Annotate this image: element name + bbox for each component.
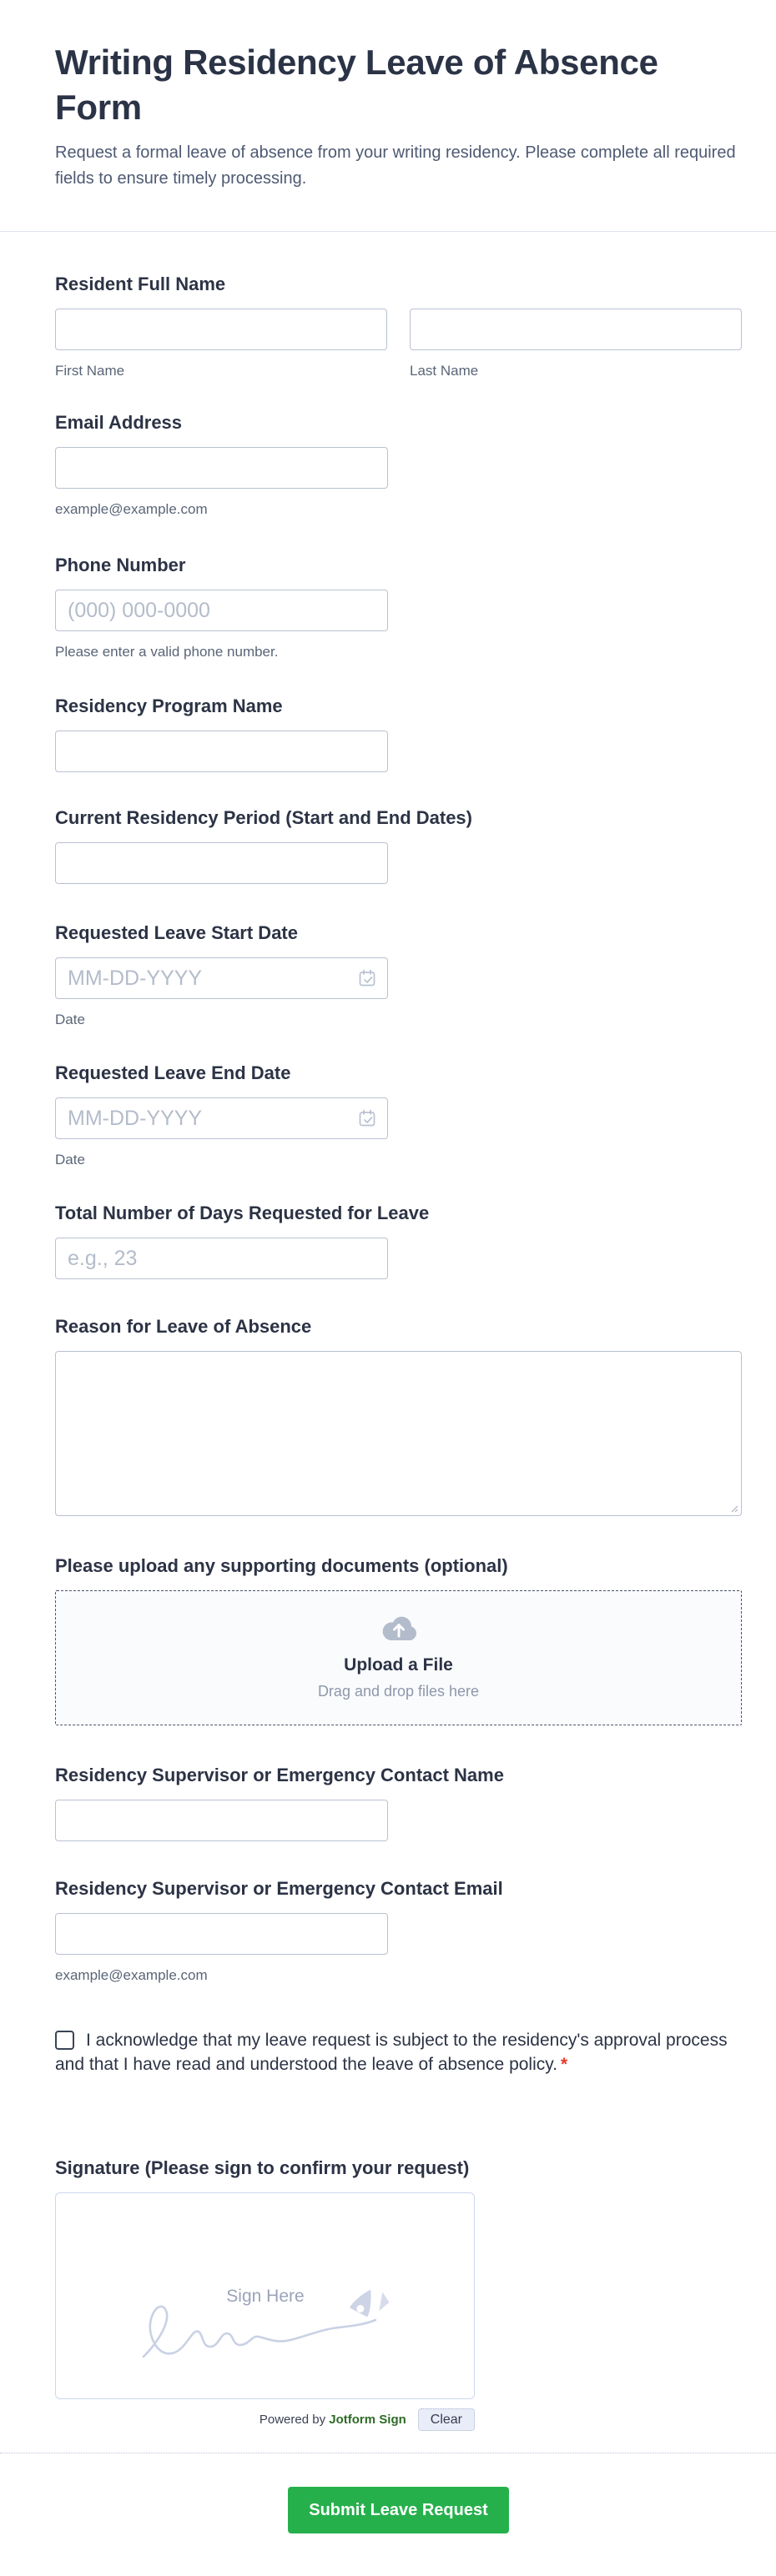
supervisor-name-label: Residency Supervisor or Emergency Contact Name — [55, 1765, 504, 1785]
field-end-date — [55, 1062, 742, 1168]
supervisor-email-label: Residency Supervisor or Emergency Contact Email — [55, 1878, 503, 1899]
field-signature — [55, 2157, 742, 2431]
page-title: Writing Residency Leave of Absence Form — [55, 43, 658, 127]
jotform-sign-brand: Jotform Sign — [329, 2413, 406, 2427]
end-date-label: Requested Leave End Date — [55, 1062, 291, 1083]
file-upload-dropzone[interactable] — [55, 1590, 742, 1725]
start-date-label: Requested Leave Start Date — [55, 922, 298, 943]
field-full-name — [55, 273, 742, 379]
upload-label: Please upload any supporting documents (optional) — [55, 1555, 508, 1576]
field-supervisor-name — [55, 1764, 742, 1841]
submit-button[interactable]: Submit Leave Request — [288, 2487, 509, 2533]
full-name-label: Resident Full Name — [55, 274, 226, 294]
email-input[interactable] — [55, 447, 388, 489]
field-total-days — [55, 1202, 742, 1279]
program-label: Residency Program Name — [55, 695, 283, 716]
supervisor-email-sublabel: example@example.com — [55, 1967, 208, 1983]
signature-placeholder-graphic — [56, 2193, 476, 2400]
first-name-input[interactable] — [55, 309, 387, 350]
field-reason — [55, 1315, 742, 1516]
first-name-sublabel: First Name — [55, 363, 125, 379]
program-input[interactable] — [55, 731, 388, 772]
supervisor-name-input[interactable] — [55, 1800, 388, 1841]
end-date-input[interactable] — [55, 1097, 388, 1139]
email-label: Email Address — [55, 412, 183, 433]
submit-row — [55, 2487, 742, 2533]
end-date-sublabel: Date — [55, 1152, 85, 1167]
total-days-label: Total Number of Days Requested for Leave — [55, 1203, 430, 1223]
start-date-sublabel: Date — [55, 1012, 85, 1027]
last-name-sublabel: Last Name — [410, 363, 479, 379]
powered-by-label: Powered by — [259, 2413, 326, 2427]
phone-label: Phone Number — [55, 555, 186, 575]
clear-signature-button[interactable]: Clear — [418, 2408, 475, 2431]
start-date-input[interactable] — [55, 957, 388, 999]
field-phone — [55, 554, 742, 660]
field-start-date — [55, 921, 742, 1028]
sign-here-text: Sign Here — [226, 2287, 305, 2306]
acknowledgment-text: I acknowledge that my leave request is subject to the residency's approval process and that I have read and understood the leave of absence policy. — [55, 2031, 728, 2074]
phone-input[interactable] — [55, 590, 388, 631]
header-divider — [0, 231, 776, 232]
signature-label: Signature (Please sign to confirm your request) — [55, 2157, 470, 2178]
upload-button-text: Upload a File — [344, 1655, 453, 1675]
field-acknowledgment — [55, 2028, 742, 2076]
field-program — [55, 695, 742, 772]
powered-by-text — [260, 2413, 406, 2427]
signature-pad[interactable] — [55, 2192, 475, 2399]
email-sublabel: example@example.com — [55, 501, 208, 517]
upload-hint: Drag and drop files here — [317, 1683, 480, 1700]
supervisor-email-input[interactable] — [55, 1913, 388, 1955]
last-name-input[interactable] — [410, 309, 742, 350]
phone-sublabel: Please enter a valid phone number. — [55, 644, 279, 660]
field-period — [55, 806, 742, 884]
pen-nib-icon — [350, 2282, 392, 2322]
field-email — [55, 411, 742, 518]
field-upload — [55, 1554, 742, 1725]
signature-squiggle — [144, 2307, 375, 2357]
resize-handle-icon[interactable] — [728, 1503, 738, 1513]
reason-textarea[interactable] — [55, 1351, 742, 1516]
required-asterisk: * — [561, 2055, 568, 2074]
period-label: Current Residency Period (Start and End Dates) — [55, 807, 472, 828]
calendar-icon[interactable] — [357, 1108, 377, 1128]
cloud-upload-icon — [379, 1614, 419, 1643]
reason-label: Reason for Leave of Absence — [55, 1316, 312, 1337]
calendar-icon[interactable] — [357, 968, 377, 988]
total-days-input[interactable] — [55, 1238, 388, 1279]
field-supervisor-email — [55, 1877, 742, 1984]
acknowledgment-checkbox[interactable] — [55, 2031, 74, 2050]
period-input[interactable] — [55, 842, 388, 884]
page-subtitle: Request a formal leave of absence from your writing residency. Please complete all required fields to ensure timely processing. — [55, 143, 736, 188]
